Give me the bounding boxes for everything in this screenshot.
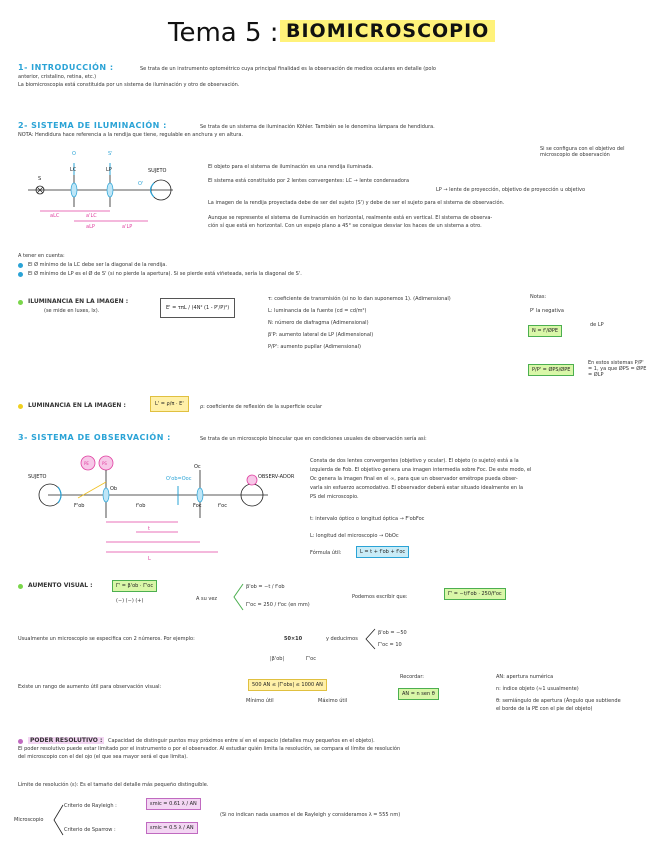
page-title	[168, 18, 279, 48]
diag-aplp: a'LP	[122, 224, 133, 230]
section3-heading: 3- SISTEMA DE OBSERVACIÓN :	[18, 433, 171, 442]
obs-ps-label: PS	[102, 461, 107, 466]
aumento-gamma-oc: Γ'oc = 250 / f'oc (en mm)	[246, 602, 310, 608]
notas-label: Notas:	[530, 294, 547, 300]
diag-alc: aLC	[50, 213, 60, 219]
bullet-icon	[18, 272, 23, 277]
bullet-icon	[18, 404, 23, 409]
obs-sujeto-label: SUJETO	[28, 474, 47, 480]
s2-p3: La imagen de la rendija proyectada debe de ser del sujeto (S') y debe de ser el sujeto para el sistema de observación.	[208, 200, 505, 206]
diag-oprime-label: O'	[138, 181, 144, 187]
diag-sujeto-label: SUJETO	[148, 168, 167, 174]
s3-p2: izquierda de Fob. El objetivo genera una imagen intermedia sobre Foc. De este modo, el	[310, 467, 532, 473]
aumento-ejemplo: 50×10	[284, 636, 303, 642]
bullet-icon	[18, 300, 23, 305]
rango-min: Mínimo útil	[246, 698, 274, 704]
poder-f1: εmic = 0.61 λ / AN	[146, 798, 201, 810]
bullet-icon	[18, 263, 23, 268]
obs-fob-label: F'ob	[74, 503, 85, 509]
diag-aplc: a'LC	[86, 213, 97, 219]
ilum-pp: P/P': aumento pupilar (Adimensional)	[268, 344, 361, 350]
diag-sprime-label: S'	[108, 151, 113, 157]
obs-pe-label: PE	[84, 461, 89, 466]
diag-lp-label: LP	[106, 167, 112, 173]
iluminancia-sub: (se mide en luxes, lx).	[44, 308, 100, 314]
title-highlight: BIOMICROSCOPIO	[280, 20, 495, 42]
s2-p4: Aunque se represente el sistema de iluminación en horizontal, realmente está en vertical. El sistema de observa-	[208, 215, 493, 221]
title-prefix: Tema 5 :	[168, 18, 279, 48]
obs-oc-label: Oc	[194, 464, 201, 470]
poder-microscopio: Microscopio	[14, 817, 44, 823]
s3-l-def: L: longitud del microscopio → ObOc	[310, 533, 399, 539]
nota-pp-formula: P/P' = ØPS/ØPE	[528, 364, 574, 376]
aumento-label: AUMENTO VISUAL :	[28, 582, 93, 589]
section1-heading: 1- INTRODUCCIÓN :	[18, 63, 114, 72]
poder-limite: Límite de resolución (ε): Es el tamaño del detalle más pequeño distinguible.	[18, 782, 209, 788]
rango-formula: 500 AN ≤ |Γ'obs| ≤ 1000 AN	[248, 679, 327, 691]
aumento-podemos: Podemos escribir que:	[352, 594, 408, 600]
obs-fprime-label: f'oc	[218, 503, 227, 509]
s2-p2: El sistema está constituido por 2 lentes convergentes: LC → lente condensadora	[208, 178, 410, 184]
poder-l1: Capacidad de distinguir puntos muy próximos entre sí en el espacio (detalles muy pequeños en el objeto).	[108, 738, 375, 744]
ilum-n: N: número de diafragma (Adimensional)	[268, 320, 369, 326]
s1-line2: anterior, cristalino, retina, etc.)	[18, 74, 97, 80]
s1-line3: La biomicroscopia está constituida por un sistema de iluminación y otro de observación.	[18, 82, 240, 88]
s2-aviso: A tener en cuenta:	[18, 253, 65, 259]
poder-label: PODER RESOLUTIVO :	[30, 737, 103, 744]
aumento-usual: Usualmente un microscopio se especifica con 2 números. Por ejemplo:	[18, 636, 195, 642]
iluminancia-formula: E' = τπL / (4N² (1 - P'/P)²)	[160, 298, 235, 318]
poder-l3: del microscopio con el del ojo (el que sea mayor será el que limita).	[18, 754, 188, 760]
aumento-lab2: Γ'oc	[306, 656, 316, 662]
observation-diagram	[18, 450, 298, 565]
aumento-beta: β'ob = −t / f'ob	[246, 584, 285, 590]
aumento-r1: β'ob = −50	[378, 630, 407, 636]
diag-lc-label: LC	[70, 167, 77, 173]
luminancia-formula: L' = ρ/π · E'	[150, 396, 189, 412]
rango-an1: AN: apertura numérica	[496, 674, 554, 680]
diag-o-label: O	[72, 151, 76, 157]
s3-formula: L = t + f'ob + f'oc	[356, 546, 409, 558]
rango-an3: θ: semiángulo de apertura (Ángulo que subtiende	[496, 698, 621, 704]
ilum-tau: τ: coeficiente de transmisión (si no lo dan suponemos 1). (Adimensional)	[268, 296, 451, 302]
bullet-icon	[18, 739, 23, 744]
poder-nota: (Si no indican nada usamos el de Rayleigh y consideramos λ = 555 nm)	[220, 812, 401, 818]
nota-n-formula: N = f'/ØPE	[528, 325, 562, 337]
obs-l-label: L	[148, 556, 151, 562]
s3-p4: varla sin esfuerzo acomodativo. El observador deberá estar situado idealmente en la	[310, 485, 524, 491]
bullet-icon	[18, 584, 23, 589]
aumento-lab1: |β'ob|	[270, 656, 285, 662]
obs-fob2-label: f'ob	[136, 503, 146, 509]
obs-foc-label: Foc	[193, 503, 202, 509]
aumento-a-su-vez: A su vez	[196, 596, 218, 602]
obs-t-label: t	[148, 526, 150, 532]
ilum-beta: β'P: aumento lateral de LP (Adimensional)	[268, 332, 374, 338]
poder-l2: El poder resolutivo puede estar limitado por el instrumento o por el observador. Al estudiar quién limita la resolución, se compara el límite de resolución	[18, 746, 401, 752]
aumento-signs: (−) (−) (+)	[116, 598, 144, 604]
section2-heading: 2- SISTEMA DE ILUMINACIÓN :	[18, 121, 167, 130]
obs-observador-label: OBSERV-ADOR	[258, 474, 295, 480]
ilum-lum: L: luminancia de la fuente (cd = cd/m²)	[268, 308, 367, 314]
iluminancia-label: ILUMINANCIA EN LA IMAGEN :	[28, 298, 129, 305]
aumento-formula: Γ' = β'ob · Γ'oc	[112, 580, 157, 592]
poder-c2: Criterio de Sparrow :	[64, 827, 116, 833]
s3-intro: Se trata de un microscopio binocular que en condiciones usuales de observación sería así:	[200, 436, 427, 442]
rango-text: Existe un rango de aumento útil para observación visual:	[18, 684, 162, 690]
brace-icon	[232, 582, 244, 612]
s2-p4b: ción sí que está en horizontal. Con un espejo plano a 45° se consigue desviar los haces de un sistema a otro.	[208, 223, 482, 229]
obs-op-label: O'ob=Ooc	[166, 476, 192, 482]
s3-p3: Oc genera la imagen final en el ∞, para que un observador emétrope pueda obser-	[310, 476, 518, 482]
s2-nota: NOTA: Hendidura hace referencia a la rendija que tiene, regulable en anchura y en altura.	[18, 132, 243, 138]
diag-s-label: S	[38, 176, 42, 182]
poder-f2: εmic = 0.5 λ / AN	[146, 822, 198, 834]
rango-max: Máximo útil	[318, 698, 348, 704]
aumento-deducimos: y deducimos	[326, 636, 358, 642]
s2-bullet2: El Ø mínimo de LP es el Ø de S' (si no pierde la apertura). Si se pierde está viñeteada, sería la diagonal de S'.	[28, 271, 302, 277]
rango-an2: n: índice objeto (≈1 usualmente)	[496, 686, 579, 692]
luminancia-label: LUMINANCIA EN LA IMAGEN :	[28, 402, 126, 409]
s2-bullet1: El Ø mínimo de la LC debe ser la diagonal de la rendija.	[28, 262, 167, 268]
diag-alp: aLP	[86, 224, 95, 230]
s1-line1: Se trata de un instrumento optométrico cuya principal finalidad es la observación de medios oculares en detalle (polo	[140, 66, 436, 72]
rango-recordar: Recordar:	[400, 674, 424, 680]
rango-an4: el borde de la PE con el pie del objeto)	[496, 706, 593, 712]
rango-an-formula: AN = n sen θ	[398, 688, 439, 700]
s3-p1: Consta de dos lentes convergentes (objetivo y ocular). El objeto (o sujeto) está a la	[310, 458, 519, 464]
s2-p2b: LP → lente de proyección, objetivo de proyección u objetivo	[436, 187, 586, 193]
poder-c1: Criterio de Rayleigh :	[64, 803, 117, 809]
nota-sistemas: En estos sistemas P/P' = 1, ya que ØPS = ØPE = ØLP	[588, 360, 647, 379]
s3-p5: PS del microscopio.	[310, 494, 359, 500]
s2-intro: Se trata de un sistema de iluminación Köhler. También se le denomina lámpara de hendidura.	[200, 124, 435, 130]
s2-note-objetivo: Si se configura con el objetivo del microscopio de observación	[540, 146, 625, 159]
nota-de-lp: de LP	[590, 322, 604, 328]
brace-icon	[364, 628, 376, 650]
s2-p1: El objeto para el sistema de iluminación es una rendija iluminada.	[208, 164, 374, 170]
aumento-result: Γ' = −t/f'ob · 250/f'oc	[444, 588, 506, 600]
aumento-r2: Γ'oc = 10	[378, 642, 402, 648]
s3-t-def: t: intervalo óptico o longitud óptica → F'obFoc	[310, 516, 425, 522]
s3-formula-label: Fórmula útil:	[310, 550, 342, 556]
obs-ob-label: Ob	[110, 486, 118, 492]
brace-icon	[52, 803, 64, 837]
nota1: P' la negativa	[530, 308, 564, 314]
luminancia-desc: ρ: coeficiente de reflexión de la superficie ocular	[200, 404, 323, 410]
illumination-diagram	[18, 145, 193, 245]
